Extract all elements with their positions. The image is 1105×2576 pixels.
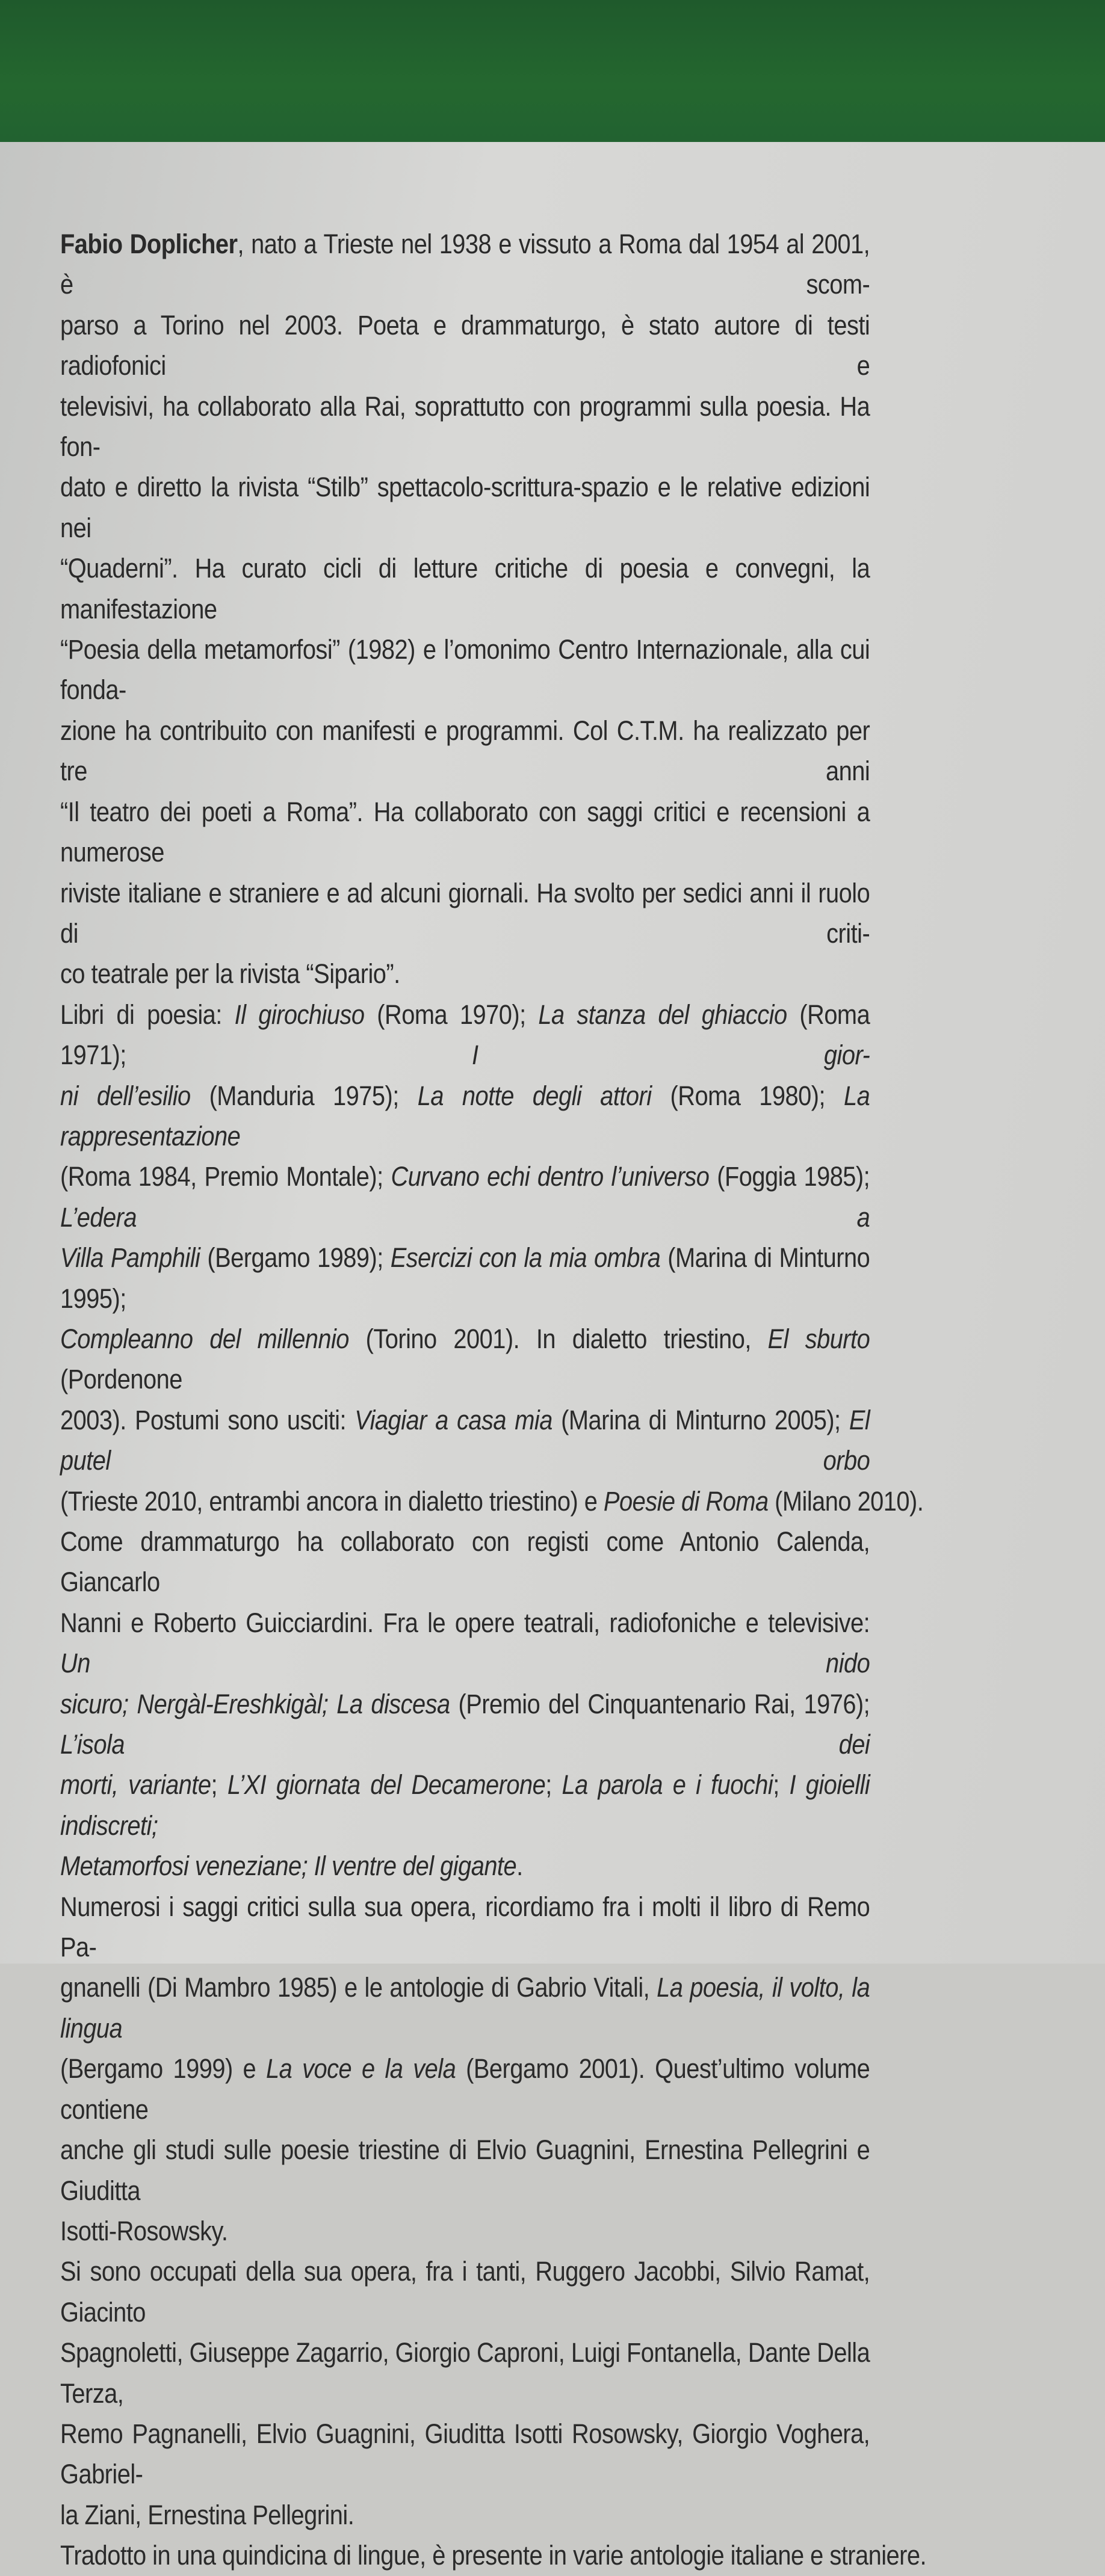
work-title: sicuro; Nergàl-Ereshkigàl; La discesa bbox=[60, 1688, 450, 1719]
book-title: Esercizi con la mia ombra bbox=[390, 1242, 661, 1274]
text-line: riviste italiane e straniere e ad alcuni giornali. Ha svolto per sedici anni il ruolo di criti- bbox=[60, 877, 870, 949]
author-name: Fabio Doplicher bbox=[60, 229, 238, 259]
text-line: televisivi, ha collaborato alla Rai, soprattutto con programmi sulla poesia. Ha fon- bbox=[60, 390, 870, 463]
text-line: Tradotto in una quindicina di lingue, è presente in varie antologie italiane e straniere. bbox=[60, 2540, 927, 2571]
green-header-band bbox=[0, 0, 1105, 142]
work-title: L’XI giornata del Decamerone bbox=[227, 1769, 546, 1801]
text-line: Isotti-Rosowsky. bbox=[60, 2215, 228, 2246]
author-biography-text bbox=[60, 224, 927, 2576]
text-line: dato e diretto la rivista “Stilb” spettacolo-scrittura-spazio e le relative edizioni nei bbox=[60, 472, 870, 543]
text-line: Numerosi i saggi critici sulla sua opera, ricordiamo fra i molti il libro di Remo Pa- bbox=[60, 1891, 870, 1963]
work-title: morti, variante bbox=[60, 1769, 211, 1801]
book-title: La stanza del ghiaccio bbox=[538, 999, 787, 1030]
text-line: Si sono occupati della sua opera, fra i tanti, Ruggero Jacobbi, Silvio Ramat, Giacinto bbox=[60, 2256, 870, 2328]
text-line: parso a Torino nel 2003. Poeta e drammaturgo, è stato autore di testi radiofonici e bbox=[60, 309, 870, 381]
text-line: “Quaderni”. Ha curato cicli di letture critiche di poesia e convegni, la manifestazione bbox=[60, 553, 870, 624]
text-line: Compleanno del millennio (Torino 2001). In dialetto triestino, El sburto (Pordenone bbox=[60, 1323, 870, 1395]
text-line: sicuro; Nergàl-Ereshkigàl; La discesa (Premio del Cinquantenario Rai, 1976); L’isola dei bbox=[60, 1688, 870, 1760]
text-line: Metamorfosi veneziane; Il ventre del gigante. bbox=[60, 1850, 523, 1882]
criticism-paragraph bbox=[60, 1887, 870, 2252]
biography-paragraph bbox=[60, 224, 870, 994]
text-line: la Ziani, Ernestina Pellegrini. bbox=[60, 2499, 354, 2530]
text-line: Nanni e Roberto Guicciardini. Fra le opere teatrali, radiofoniche e televisive: Un nido bbox=[60, 1607, 870, 1679]
translations-paragraph bbox=[60, 2535, 927, 2575]
text-line: (Roma 1984, Premio Montale); Curvano echi dentro l’universo (Foggia 1985); L’edera a bbox=[60, 1161, 870, 1233]
book-title: El putel orbo bbox=[60, 1404, 870, 1476]
text-line: Come drammaturgo ha collaborato con registi come Antonio Calenda, Giancarlo bbox=[60, 1526, 870, 1598]
text-line: anche gli studi sulle poesie triestine di Elvio Guagnini, Ernestina Pellegrini e Giuditta bbox=[60, 2134, 870, 2206]
book-title: ni dell’esilio bbox=[60, 1080, 191, 1111]
work-title: L’isola dei bbox=[60, 1729, 870, 1760]
book-title: La rappresentazione bbox=[60, 1080, 870, 1151]
text-line: 2003). Postumi sono usciti: Viagiar a casa mia (Marina di Minturno 2005); El putel orbo bbox=[60, 1404, 870, 1476]
text-line: zione ha contribuito con manifesti e programmi. Col C.T.M. ha realizzato per tre anni bbox=[60, 715, 870, 787]
critics-paragraph bbox=[60, 2251, 870, 2535]
work-title: Un nido bbox=[60, 1648, 870, 1679]
book-title: I gior- bbox=[472, 1040, 870, 1071]
text-line: Villa Pamphili (Bergamo 1989); Esercizi con la mia ombra (Marina di Minturno 1995); bbox=[60, 1242, 870, 1314]
text-line: ni dell’esilio (Manduria 1975); La notte degli attori (Roma 1980); La rappresentazione bbox=[60, 1080, 870, 1151]
text-line: Libri di poesia: Il girochiuso (Roma 1970); La stanza del ghiaccio (Roma 1971); I gior- bbox=[60, 999, 870, 1071]
book-title: Poesie di Roma bbox=[603, 1485, 769, 1517]
book-title: L’edera a bbox=[60, 1201, 870, 1233]
work-title: La parola e i fuochi bbox=[562, 1769, 773, 1801]
text-line: morti, variante; L’XI giornata del Decamerone; La parola e i fuochi; I gioielli indiscreti; bbox=[60, 1769, 870, 1841]
book-title: El sburto bbox=[767, 1323, 870, 1354]
text-line: gnanelli (Di Mambro 1985) e le antologie di Gabrio Vitali, La poesia, il volto, la lingua bbox=[60, 1972, 870, 2044]
book-title: Il girochiuso bbox=[234, 999, 365, 1030]
book-title: La voce e la vela bbox=[266, 2053, 456, 2085]
text-line: “Poesia della metamorfosi” (1982) e l’omonimo Centro Internazionale, alla cui fonda- bbox=[60, 634, 870, 706]
text-line: (Trieste 2010, entrambi ancora in dialetto triestino) e Poesie di Roma (Milano 2010). bbox=[60, 1485, 924, 1517]
text-line: Remo Pagnanelli, Elvio Guagnini, Giuditta Isotti Rosowsky, Giorgio Voghera, Gabriel- bbox=[60, 2418, 870, 2490]
book-title: Villa Pamphili bbox=[60, 1242, 200, 1274]
work-title: Metamorfosi veneziane; Il ventre del gigante bbox=[60, 1850, 517, 1882]
book-title: La poesia, il volto, la lingua bbox=[60, 1972, 870, 2044]
work-title: I gioielli indiscreti; bbox=[60, 1769, 870, 1841]
text-line: (Bergamo 1999) e La voce e la vela (Bergamo 2001). Quest’ultimo volume contiene bbox=[60, 2053, 870, 2125]
book-title: Compleanno del millennio bbox=[60, 1323, 349, 1354]
book-title: Viagiar a casa mia bbox=[354, 1404, 552, 1435]
book-title: Curvano echi dentro l’universo bbox=[391, 1161, 710, 1192]
text-line: co teatrale per la rivista “Sipario”. bbox=[60, 958, 400, 990]
poetry-books-paragraph bbox=[60, 994, 924, 1521]
theatre-works-paragraph bbox=[60, 1521, 870, 1887]
book-title: La notte degli attori bbox=[417, 1080, 652, 1111]
text-line: “Il teatro dei poeti a Roma”. Ha collaborato con saggi critici e recensioni a numerose bbox=[60, 796, 870, 868]
text-line: Fabio Doplicher, nato a Trieste nel 1938 e vissuto a Roma dal 1954 al 2001, è scom- bbox=[60, 229, 870, 300]
text-line: Spagnoletti, Giuseppe Zagarrio, Giorgio Caproni, Luigi Fontanella, Dante Della Terza, bbox=[60, 2337, 870, 2409]
